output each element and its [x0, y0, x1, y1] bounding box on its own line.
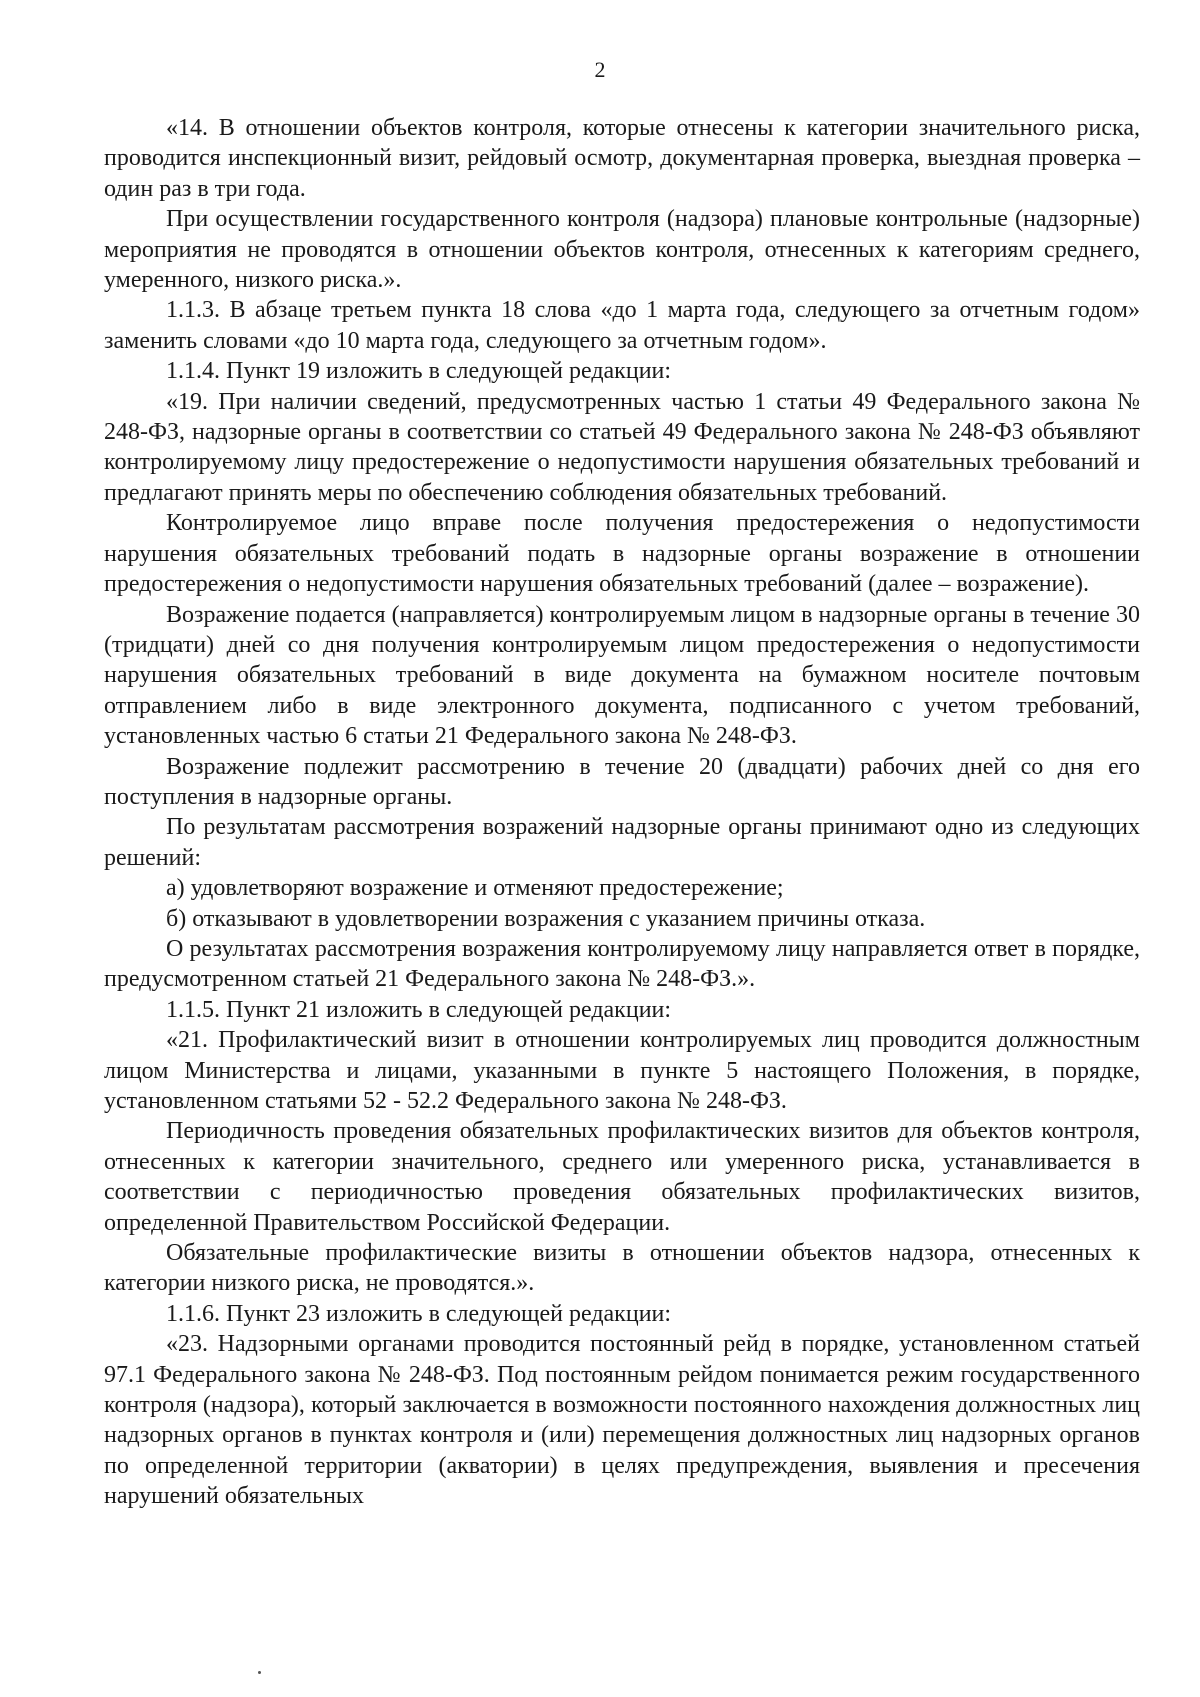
- paragraph: Возражение подлежит рассмотрению в течение 20 (двадцати) рабочих дней со дня его поступления в надзорные органы.: [104, 753, 1140, 810]
- paragraph: Возражение подается (направляется) контролируемым лицом в надзорные органы в течение 30 (тридцати) дней со дня получения контролируемым лицом предостережения о недопустимости нарушения обязательных требований в виде документа на бумажном носителе почтовым отправлением либо в виде электронного документа, подписанного с учетом требований, установленных частью 6 статьи 21 Федерального закона № 248-ФЗ.: [104, 601, 1140, 750]
- paragraph: б) отказывают в удовлетворении возражения с указанием причины отказа.: [166, 905, 926, 932]
- paragraph: а) удовлетворяют возражение и отменяют предостережение;: [166, 875, 784, 902]
- paragraph: При осуществлении государственного контроля (надзора) плановые контрольные (надзорные) мероприятия не проводятся в отношении объектов контроля, отнесенных к категориям среднего, умеренного, низкого риска.».: [104, 206, 1140, 294]
- paragraph: Контролируемое лицо вправе после получения предостережения о недопустимости нарушения обязательных требований подать в надзорные органы возражение в отношении предостережения о недопустимости нарушения обязательных требований (далее – возражение).: [104, 510, 1140, 598]
- page-number: 2: [594, 57, 606, 82]
- paragraph: 1.1.6. Пункт 23 изложить в следующей редакции:: [166, 1300, 672, 1327]
- paragraph: «21. Профилактический визит в отношении контролируемых лиц проводится должностным лицом Министерства и лицами, указанными в пункте 5 настоящего Положения, в порядке, установленном статьями 52 - 52.2 Федерального закона № 248-ФЗ.: [104, 1027, 1140, 1114]
- document-body: [104, 113, 1140, 1512]
- paragraph: «19. При наличии сведений, предусмотренных частью 1 статьи 49 Федерального закона № 248-ФЗ, надзорные органы в соответствии со статьей 49 Федерального закона № 248-ФЗ объявляют контролируемому лицу предостережение о недопустимости нарушения обязательных требований и предлагают принять меры по обеспечению соблюдения обязательных требований.: [104, 388, 1140, 506]
- paragraph: Обязательные профилактические визиты в отношении объектов надзора, отнесенных к категории низкого риска, не проводятся.».: [104, 1240, 1140, 1297]
- paragraph: 1.1.3. В абзаце третьем пункта 18 слова «до 1 марта года, следующего за отчетным годом» заменить словами «до 10 марта года, следующего за отчетным годом».: [104, 297, 1140, 354]
- scan-speck: [258, 1671, 261, 1674]
- paragraph: По результатам рассмотрения возражений надзорные органы принимают одно из следующих решений:: [104, 814, 1140, 871]
- paragraph: 1.1.5. Пункт 21 изложить в следующей редакции:: [166, 996, 672, 1023]
- paragraph: 1.1.4. Пункт 19 изложить в следующей редакции:: [166, 358, 672, 385]
- paragraph: Периодичность проведения обязательных профилактических визитов для объектов контроля, отнесенных к категории значительного, среднего или умеренного риска, устанавливается в соответствии с периодичностью проведения обязательных профилактических визитов, определенной Правительством Российской Федерации.: [104, 1118, 1140, 1236]
- paragraph: «23. Надзорными органами проводится постоянный рейд в порядке, установленном статьей 97.1 Федерального закона № 248-ФЗ. Под постоянным рейдом понимается режим государственного контроля (надзора), который заключается в возможности постоянного нахождения должностных лиц надзорных органов в пунктах контроля и (или) перемещения должностных лиц надзорных органов по определенной территории (акватории) в целях предупреждения, выявления и пресечения нарушений обязательных: [104, 1331, 1140, 1510]
- paragraph: О результатах рассмотрения возражения контролируемому лицу направляется ответ в порядке, предусмотренном статьей 21 Федерального закона № 248-ФЗ.».: [104, 935, 1140, 993]
- paragraph: «14. В отношении объектов контроля, которые отнесены к категории значительного риска, проводится инспекционный визит, рейдовый осмотр, документарная проверка, выездная проверка – один раз в три года.: [104, 115, 1140, 202]
